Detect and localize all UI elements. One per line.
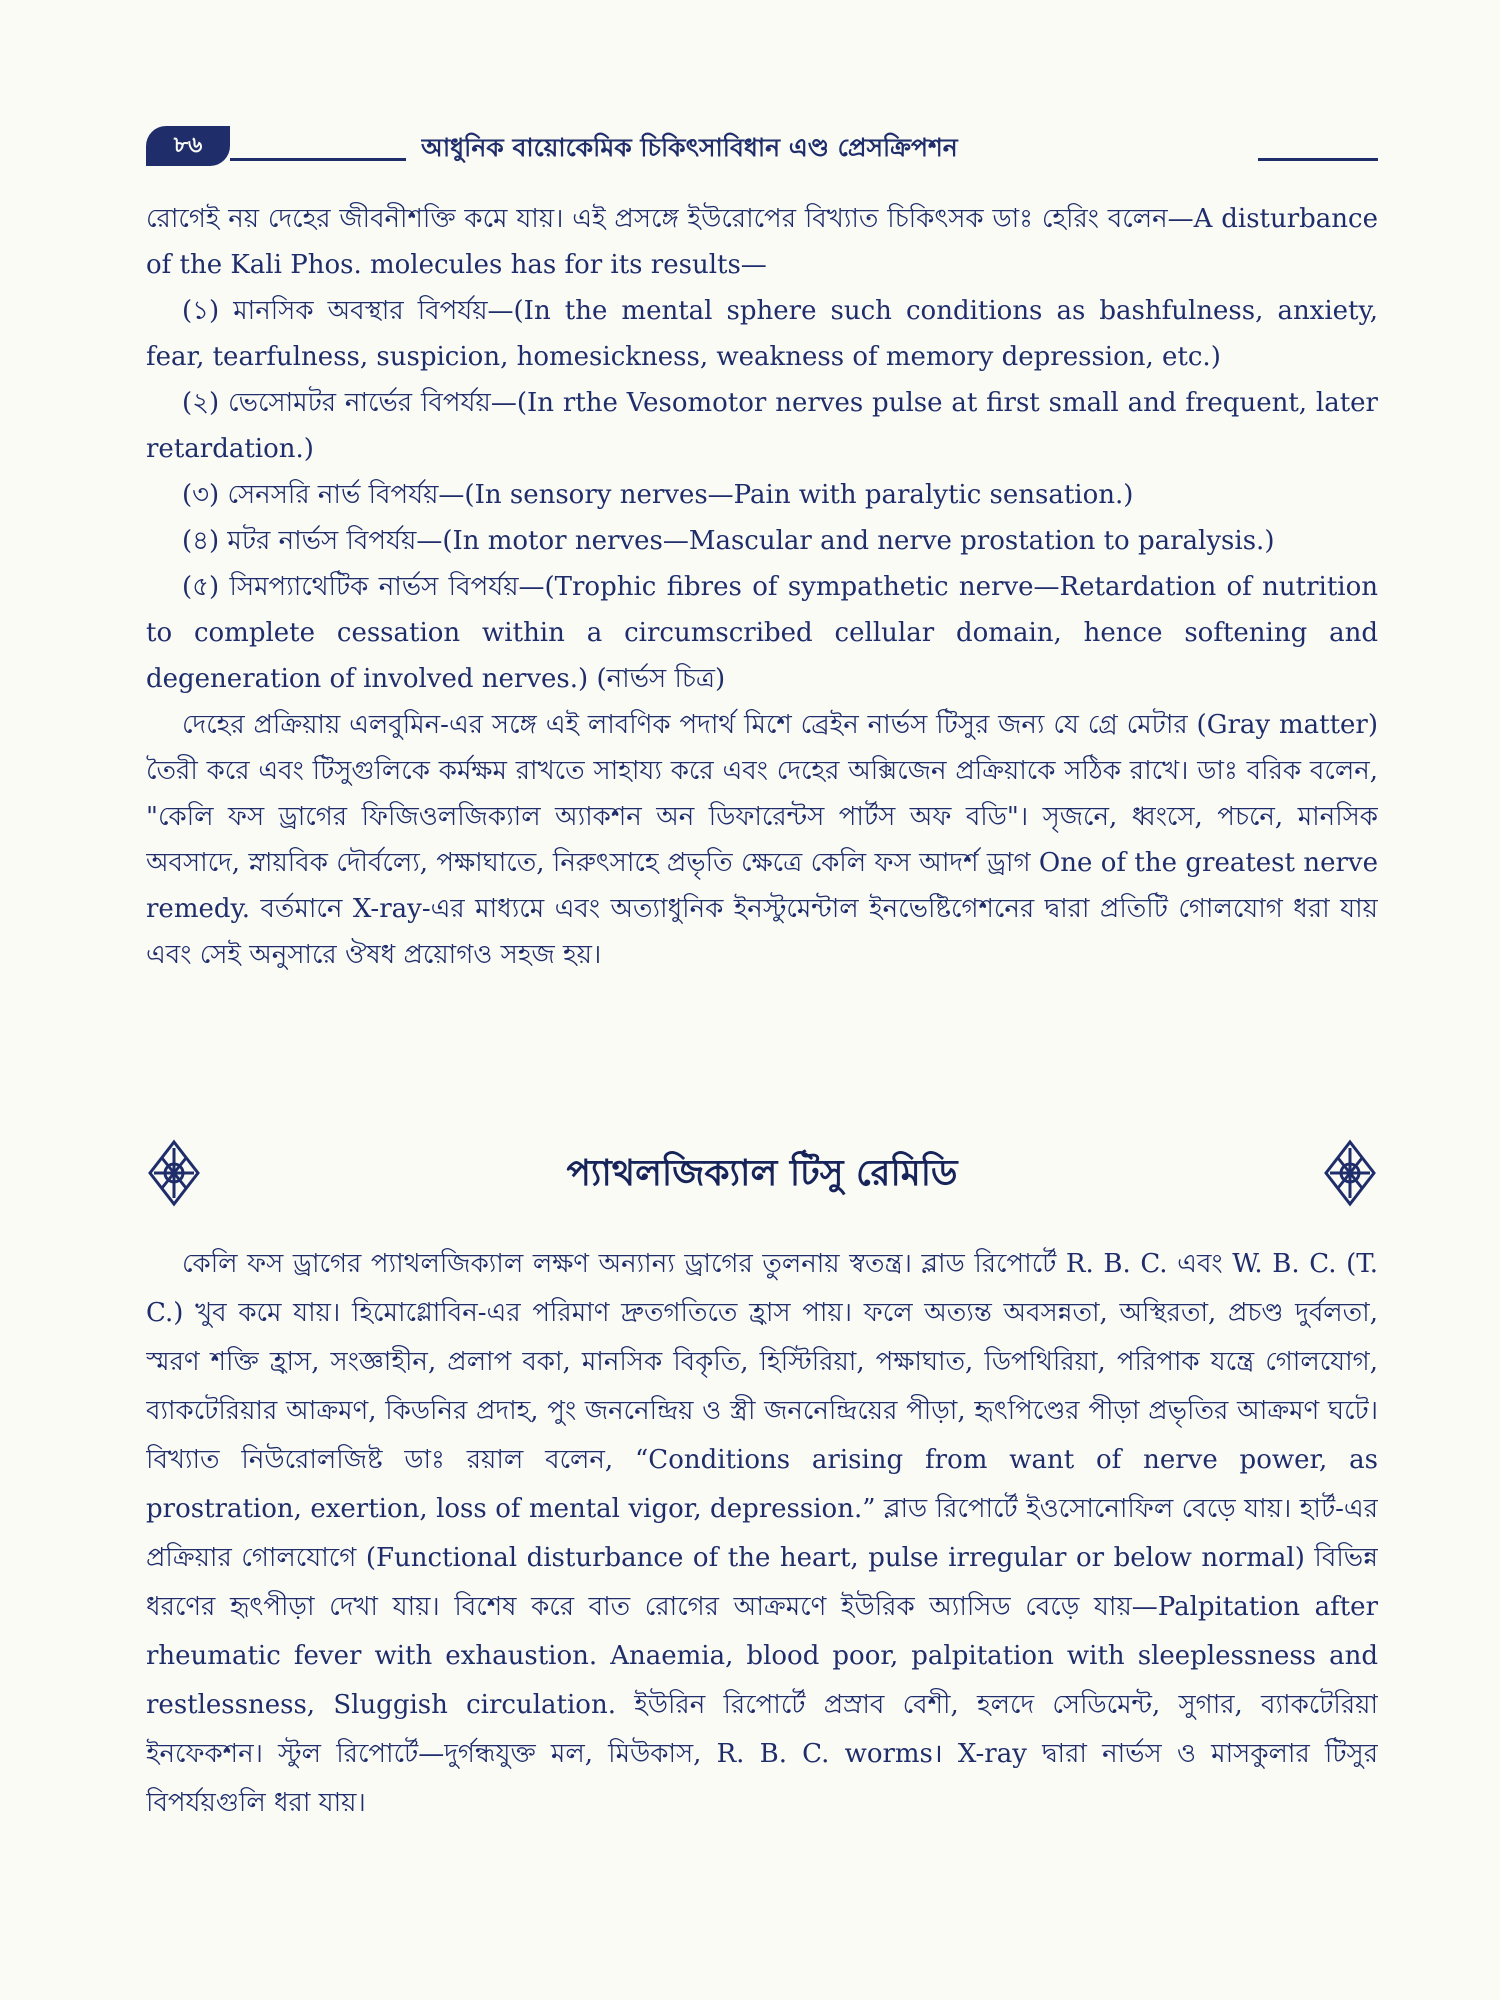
list-item-mental: (১) মানসিক অবস্থার বিপর্যয়—(In the mental sphere such conditions as bashfulness, anxiety, fear, tearfulness, suspicion, homesickness, weakness of memory depression, etc.): [146, 296, 1378, 372]
gray-matter-paragraph: দেহের প্রক্রিয়ায় এলবুমিন-এর সঙ্গে এই লাবণিক পদার্থ মিশে ব্রেইন নার্ভস টিসুর জন্য যে গ্রে মেটার (Gray matter) তৈরী করে এবং টিসুগুলিকে কর্মক্ষম রাখতে সাহায্য করে এবং দেহের অক্সিজেন প্রক্রিয়াকে সঠিক রাখে। ডাঃ বরিক বলেন, "কেলি ফস ড্রাগের ফিজিওলজিক্যাল অ্যাকশন অন ডিফারেন্টস পার্টস অফ বডি"। সৃজনে, ধ্বংসে, পচনে, মানসিক অবসাদে, স্নায়বিক দৌর্বল্যে, পক্ষাঘাতে, নিরুৎসাহে প্রভৃতি ক্ষেত্রে কেলি ফস আদর্শ ড্রাগ One of the greatest nerve remedy. বর্তমানে X-ray-এর মাধ্যমে এবং অত্যাধুনিক ইনস্টুমেন্টাল ইনভেষ্টিগেশনের দ্বারা প্রতিটি গোলযোগ ধরা যায় এবং সেই অনুসারে ঔষধ প্রয়োগও সহজ হয়।: [146, 710, 1378, 970]
running-title: আধুনিক বায়োকেমিক চিকিৎসাবিধান এণ্ড প্রেসক্রিপশন: [421, 133, 958, 162]
list-item-sympathetic: (৫) সিমপ্যাথেটিক নার্ভস বিপর্যয়—(Trophic fibres of sympathetic nerve—Retardation of nutrition to complete cessation within a circumscribed cellular domain, hence softening and degeneration of involved nerves.) (নার্ভস চিত্র): [146, 572, 1378, 694]
section-title: প্যাথলজিক্যাল টিসু রেমিডি: [566, 1153, 958, 1194]
list-item-sensory: (৩) সেনসরি নার্ভ বিপর্যয়—(In sensory nerves—Pain with paralytic sensation.): [182, 480, 1134, 510]
section-heading: [146, 1130, 1378, 1230]
header-rule-left: [230, 158, 406, 161]
page-number: ৮৬: [146, 126, 230, 166]
page-header: [146, 122, 1378, 174]
list-item-vasomotor: (২) ভেসোমটর নার্ভের বিপর্যয়—(In rthe Vesomotor nerves pulse at first small and frequent, later retardation.): [146, 388, 1378, 464]
section-pathological-remedy: [146, 1240, 1378, 1828]
list-item-motor: (৪) মটর নার্ভস বিপর্যয়—(In motor nerves—Mascular and nerve prostation to paralysis.): [182, 526, 1275, 556]
section-kali-phos-effects: [146, 196, 1378, 978]
celtic-knot-ornament-left: [146, 1138, 202, 1208]
pathology-paragraph: কেলি ফস ড্রাগের প্যাথলজিক্যাল লক্ষণ অন্যান্য ড্রাগের তুলনায় স্বতন্ত্র। ব্লাড রিপোর্টে R. B. C. এবং W. B. C. (T. C.) খুব কমে যায়। হিমোগ্লোবিন-এর পরিমাণ দ্রুতগতিতে হ্রাস পায়। ফলে অত্যন্ত অবসন্নতা, অস্থিরতা, প্রচণ্ড দুর্বলতা, স্মরণ শক্তি হ্রাস, সংজ্ঞাহীন, প্রলাপ বকা, মানসিক বিকৃতি, হিস্টিরিয়া, পক্ষাঘাত, ডিপথিরিয়া, পরিপাক যন্ত্রে গোলযোগ, ব্যাকটেরিয়ার আক্রমণ, কিডনির প্রদাহ, পুং জননেন্দ্রিয় ও স্ত্রী জননেন্দ্রিয়ের পীড়া, হৃৎপিণ্ডের পীড়া প্রভৃতির আক্রমণ ঘটে। বিখ্যাত নিউরোলজিষ্ট ডাঃ রয়াল বলেন, “Conditions arising from want of nerve power, as prostration, exertion, loss of mental vigor, depression.” ব্লাড রিপোর্টে ইওসোনোফিল বেড়ে যায়। হার্ট-এর প্রক্রিয়ার গোলযোগে (Functional disturbance of the heart, pulse irregular or below normal) বিভিন্ন ধরণের হৃৎপীড়া দেখা যায়। বিশেষ করে বাত রোগের আক্রমণে ইউরিক অ্যাসিড বেড়ে যায়—Palpitation after rheumatic fever with exhaustion. Anaemia, blood poor, palpitation with sleeplessness and restlessness, Sluggish circulation. ইউরিন রিপোর্টে প্রস্রাব বেশী, হলদে সেডিমেন্ট, সুগার, ব্যাকটেরিয়া ইনফেকশন। স্টুল রিপোর্টে—দুর্গন্ধযুক্ত মল, মিউকাস, R. B. C. worms। X-ray দ্বারা নার্ভস ও মাসকুলার টিসুর বিপর্যয়গুলি ধরা যায়।: [146, 1249, 1378, 1818]
header-rule-right: [1258, 158, 1378, 161]
intro-paragraph: রোগেই নয় দেহের জীবনীশক্তি কমে যায়। এই প্রসঙ্গে ইউরোপের বিখ্যাত চিকিৎসক ডাঃ হেরিং বলেন—A disturbance of the Kali Phos. molecules has for its results—: [146, 204, 1378, 280]
celtic-knot-ornament-right: [1322, 1138, 1378, 1208]
